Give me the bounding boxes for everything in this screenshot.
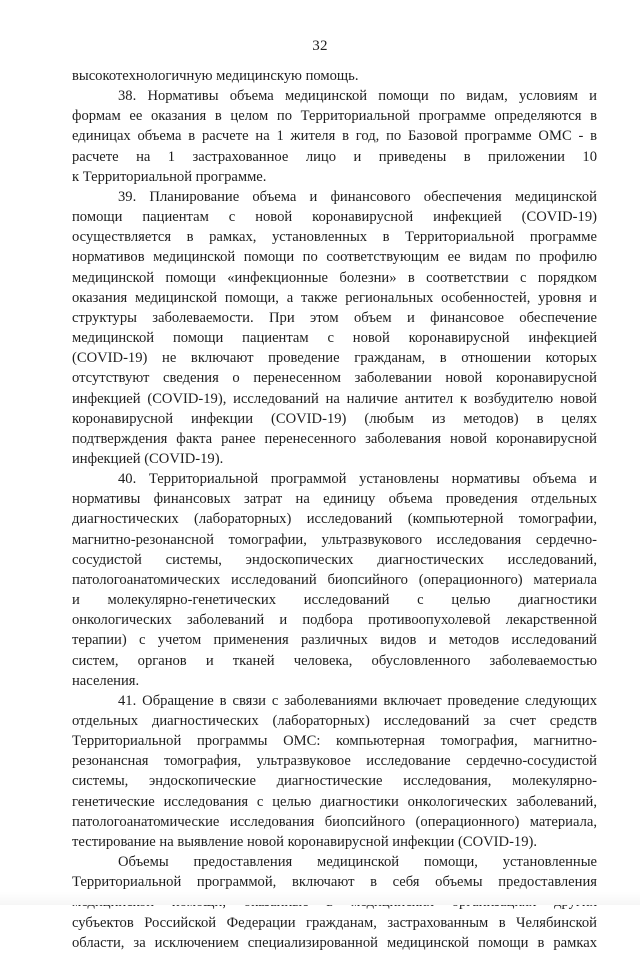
text-line: инфекцией (COVID-19), исследований на наличие антител к возбудителю новой (72, 390, 597, 407)
text-line: Территориальной программы ОМС: компьютерная томография, магнитно- (72, 733, 597, 750)
text-line: структуры заболеваемости. При этом объем и финансовое обеспечение (72, 309, 597, 326)
text-line: высокотехнологичную медицинскую помощь. (72, 68, 359, 84)
text-line: нормативов медицинской помощи по соответствующим ее видам по профилю (72, 249, 597, 266)
text-line: подтверждения факта ранее перенесенного заболевания новой коронавирусной (72, 430, 597, 447)
scan-bottom-edge (0, 892, 640, 905)
text-line: коронавирусной инфекции (COVID-19) (любым из методов) в целях (72, 410, 597, 427)
text-line: отдельных диагностических (лабораторных) исследований за счет средств (72, 713, 597, 729)
text-line: патологоанатомические исследования биопсийного (операционного) материала, (72, 813, 597, 830)
paragraph-first-line: Объемы предоставления медицинской помощи, установленные (118, 854, 597, 871)
text-line: онкологических заболеваний и подбора противоопухолевой лекарственной (72, 612, 597, 629)
paragraph-first-line: 41. Обращение в связи с заболеваниями включает проведение следующих (118, 692, 597, 709)
text-line: осуществляется в рамках, установленных в Территориальной программе (72, 229, 597, 246)
text-line: систем, органов и тканей человека, обусловленного заболеваемостью (72, 652, 597, 669)
page-number: 32 (312, 38, 328, 54)
text-line: единицах объема в расчете на 1 жителя в год, по Базовой программе ОМС - в (72, 128, 597, 145)
text-line: генетические исследования с целью диагностики онкологических заболеваний, (72, 793, 597, 810)
text-line: населения. (72, 672, 140, 689)
text-line: нормативы финансовых затрат на единицу объема проведения отдельных (72, 491, 597, 508)
text-line: субъектов Российской Федерации гражданам, застрахованным в Челябинской (72, 914, 597, 931)
text-line: помощи пациентам с новой коронавирусной инфекцией (COVID-19) (72, 209, 597, 226)
text-line: медицинской помощи пациентам с новой коронавирусной инфекцией (72, 330, 597, 347)
text-line: системы, эндоскопические диагностические исследования, молекулярно- (72, 773, 597, 790)
text-line: магнитно-резонансной томографии, ультразвукового исследования сердечно- (72, 531, 597, 548)
text-line: диагностических (лабораторных) исследований (компьютерной томографии, (72, 511, 597, 528)
text-line: расчете на 1 застрахованное лицо и приведены в приложении 10 (72, 148, 597, 165)
text-line: резонансная томография, ультразвуковое исследование сердечно-сосудистой (72, 753, 597, 770)
text-line: (COVID-19) не включают проведение гражданам, в отношении которых (72, 350, 597, 367)
text-line: области, за исключением специализированной медицинской помощи в рамках (72, 934, 597, 951)
text-line: оказания медицинской помощи, а также региональных особенностей, уровня и (72, 289, 597, 306)
text-line: отсутствуют сведения о перенесенном заболевании новой коронавирусной (72, 370, 597, 387)
text-line: формам ее оказания в целом по Территориальной программе определяются в (72, 108, 597, 125)
document-body (72, 66, 597, 953)
paragraph-first-line: 39. Планирование объема и финансового обеспечения медицинской (118, 188, 597, 205)
text-line: к Территориальной программе. (72, 168, 267, 185)
text-line: Территориальной программой, включают в себя объемы предоставления (72, 874, 597, 891)
paragraph-first-line: 40. Территориальной программой установлены нормативы объема и (118, 471, 597, 488)
text-line: и молекулярно-генетических исследований с целью диагностики (72, 592, 597, 609)
paragraph-first-line: 38. Нормативы объема медицинской помощи по видам, условиям и (118, 88, 597, 105)
text-line: тестирование на выявление новой коронавирусной инфекции (COVID-19). (72, 833, 538, 850)
text-line: патологоанатомических исследований биопсийного (операционного) материала (72, 571, 597, 588)
text-line: медицинской помощи «инфекционные болезни» в соответствии с порядком (72, 269, 597, 286)
text-line: инфекцией (COVID-19). (72, 450, 224, 467)
text-line: сосудистой системы, эндоскопических диагностических исследований, (72, 551, 597, 568)
text-line: терапии) с учетом применения различных видов и методов исследований (72, 632, 597, 649)
